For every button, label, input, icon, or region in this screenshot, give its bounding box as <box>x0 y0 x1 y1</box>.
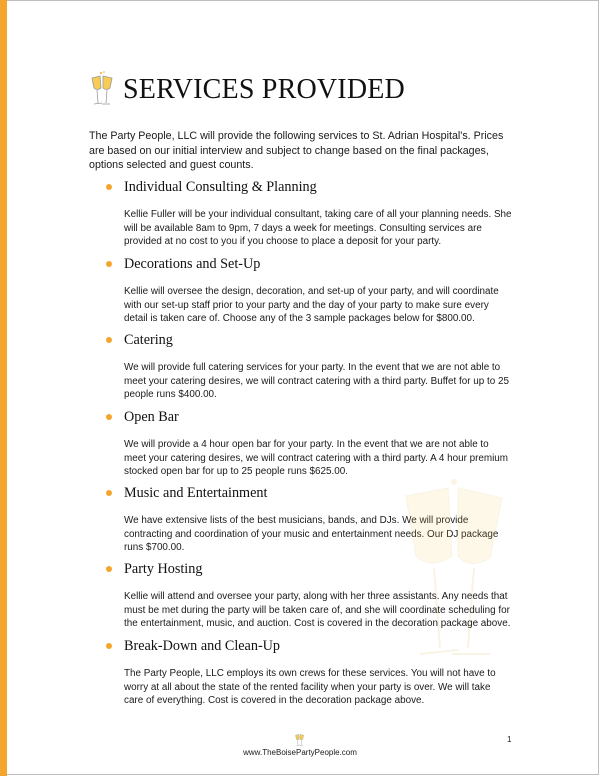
section-heading <box>106 331 506 349</box>
champagne-glasses-icon <box>89 70 117 110</box>
section-title: Individual Consulting & Planning <box>124 178 317 195</box>
section-body: Kellie will oversee the design, decoration, and set-up of your party, and will coordinate with our set-up staff prior to your party and the day of your party to make sure every detail is taken care of. Choose any of the 3 sample packages below for $800.00. <box>124 286 499 325</box>
section-body: Kellie Fuller will be your individual consultant, taking care of all your planning needs. She will be available 8am to 9pm, 7 days a week for meetings. Consulting services are provided at no cost to you if you choose to place a deposit for your party. <box>124 209 512 248</box>
bullet-icon <box>106 643 112 649</box>
section-title: Party Hosting <box>124 560 203 577</box>
bullet-icon <box>106 566 112 572</box>
section-title: Open Bar <box>124 408 179 425</box>
service-section <box>106 331 509 402</box>
page-heading <box>89 70 405 110</box>
service-section <box>106 408 509 479</box>
section-body: We will provide a 4 hour open bar for your party. In the event that we are not able to meet your catering desires, we will contract catering with a third party. A 4 hour premium stocked open bar for up to 25 people runs $625.00. <box>124 439 509 478</box>
champagne-glasses-icon <box>294 732 306 748</box>
bullet-icon <box>106 337 112 343</box>
page-number: 1 <box>507 735 512 744</box>
section-body: We have extensive lists of the best musicians, bands, and DJs. We will provide contracting and coordination of your music and entertainment needs. Our DJ package runs $700.00. <box>124 515 499 554</box>
bullet-icon <box>106 184 112 190</box>
section-heading <box>106 255 506 273</box>
section-title: Catering <box>124 331 173 348</box>
section-heading <box>106 178 506 196</box>
section-heading <box>106 408 506 426</box>
footer-url: www.TheBoisePartyPeople.com <box>243 748 357 757</box>
service-section <box>106 178 512 249</box>
section-body: The Party People, LLC employs its own crews for these services. You will not have to worry at all about the state of the rented facility when your party is over. We will take care of everything. Cost is covered in the decoration package above. <box>124 668 496 707</box>
section-body: We will provide full catering services for your party. In the event that we are not able to meet your catering desires, we will contract catering with a third party. Buffet for up to 25 people runs $400.00. <box>124 362 509 401</box>
section-title: Break-Down and Clean-Up <box>124 637 281 654</box>
service-section <box>106 255 506 326</box>
bullet-icon <box>106 261 112 267</box>
orange-side-bar <box>0 0 7 776</box>
section-title: Music and Entertainment <box>124 484 268 501</box>
champagne-glasses-watermark <box>398 478 510 678</box>
page-title: SERVICES PROVIDED <box>123 74 405 105</box>
bullet-icon <box>106 414 112 420</box>
section-title: Decorations and Set-Up <box>124 255 261 272</box>
intro-paragraph: The Party People, LLC will provide the following services to St. Adrian Hospital's. Prices are based on our initial interview and subject to change based on the final packages, options selected and guest counts. <box>89 130 504 172</box>
bullet-icon <box>106 490 112 496</box>
section-body: Kellie will attend and oversee your party, along with her three assistants. Any needs that must be met during the party will be taken care of, and she will coordinate scheduling for the entertainment, music, and auction. Cost is covered in the decoration package above. <box>124 591 511 630</box>
